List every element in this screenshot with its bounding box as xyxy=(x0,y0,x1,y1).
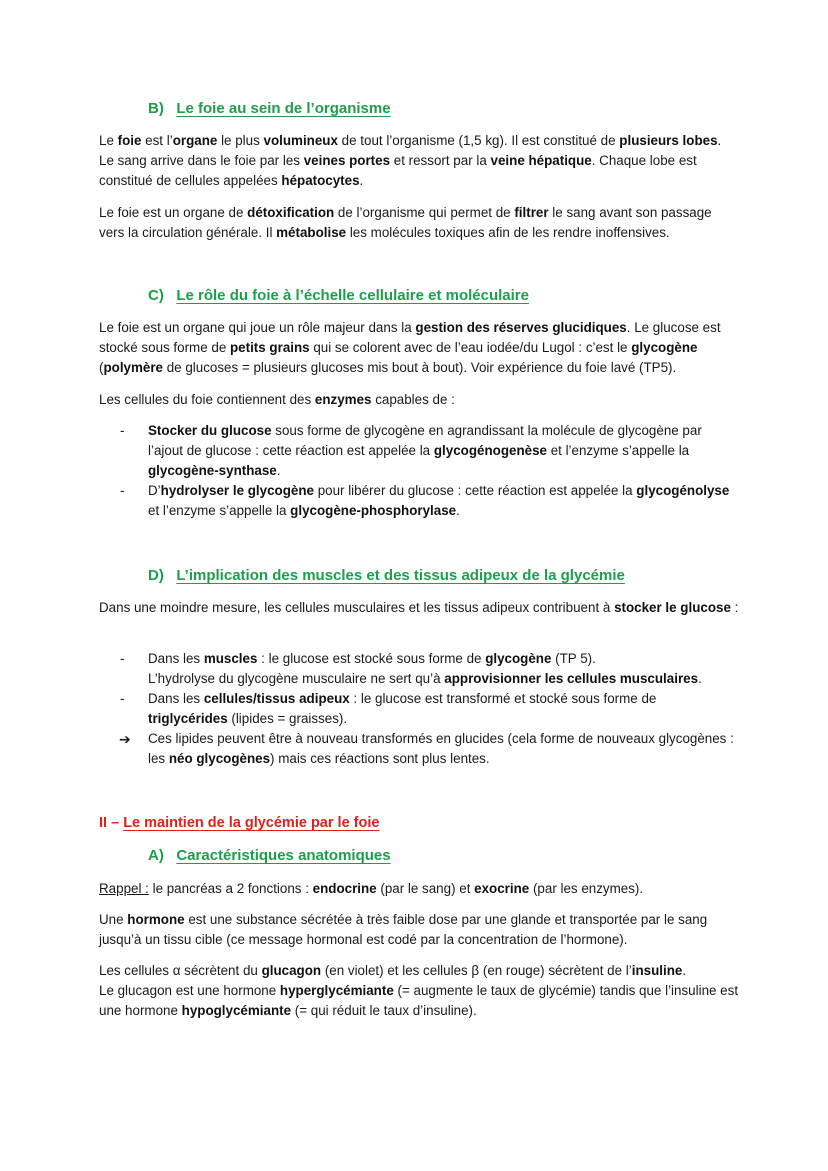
section-b-paragraph-2 xyxy=(99,203,739,243)
text-run: sous forme de glycogène en agrandissant la molécule de glycogène par l’ajout de glucose : cette réaction est appelée la xyxy=(148,423,702,458)
text-run: le sang avant son passage vers la circulation générale. Il xyxy=(99,205,712,240)
text-run: D’ xyxy=(148,483,161,498)
text-run: capables de : xyxy=(371,392,455,407)
list-item xyxy=(99,689,739,729)
list-item xyxy=(99,729,739,769)
bold-term: Stocker du glucose xyxy=(148,423,272,438)
text-run: est l’ xyxy=(141,133,173,148)
text-run: . xyxy=(682,963,687,978)
bold-term: veine hépatique xyxy=(490,153,592,168)
bold-term: glucagon xyxy=(261,963,322,978)
text-run: Le glucagon est une hormone xyxy=(99,983,280,998)
bold-term: veines portes xyxy=(303,153,391,168)
section-a-paragraph-1 xyxy=(99,879,739,899)
text-run: : le glucose est transformé et stocké sous forme de xyxy=(349,691,657,706)
section-d-heading xyxy=(148,566,625,586)
section-c-letter: C) xyxy=(148,287,164,304)
text-run: Ces lipides peuvent être à nouveau transformés en glucides (cela forme de nouveaux glycogènes : les xyxy=(148,731,734,766)
section-c-paragraph-2 xyxy=(99,390,739,410)
text-run: (lipides = graisses). xyxy=(227,711,348,726)
bold-term: exocrine xyxy=(474,881,530,896)
text-run: le plus xyxy=(217,133,264,148)
part-ii-prefix: II – xyxy=(99,815,124,831)
section-c-list xyxy=(99,421,739,521)
text-run: qui se colorent avec de l’eau iodée/du Lugol : c’est le xyxy=(309,340,632,355)
dash-bullet: - xyxy=(120,691,125,706)
bold-term: glycogène-synthase xyxy=(148,463,277,478)
section-d-title: L’implication des muscles et des tissus adipeux de la glycémie xyxy=(176,567,625,584)
bold-term: glycogénolyse xyxy=(636,483,730,498)
text-run: le pancréas a 2 fonctions : xyxy=(148,881,313,896)
text-run: . xyxy=(276,463,281,478)
text-run: (par le sang) et xyxy=(376,881,475,896)
bold-term: hépatocytes xyxy=(281,173,360,188)
text-run: pour libérer du glucose : cette réaction est appelée la xyxy=(313,483,637,498)
bold-term: stocker le glucose xyxy=(614,600,731,615)
arrow-bullet-icon: ➔ xyxy=(119,731,131,747)
bold-term: glycogénogenèse xyxy=(433,443,547,458)
bold-term: foie xyxy=(117,133,142,148)
text-run: (TP 5). xyxy=(551,651,596,666)
bold-term: muscles xyxy=(203,651,258,666)
bold-term: métabolise xyxy=(276,225,347,240)
text-run: Les cellules du foie contiennent des xyxy=(99,392,315,407)
section-c-paragraph-1 xyxy=(99,318,739,378)
text-run: est une substance sécrétée à très faible dose par une glande et transportée par le sang jusqu’à un tissu cible (ce message hormonal est codé par la concentration de l’hormone). xyxy=(99,912,708,947)
section-d-paragraph-1 xyxy=(99,598,739,618)
bold-term: polymère xyxy=(103,360,164,375)
text-run: . Chaque lobe est constitué de cellules appelées xyxy=(99,153,697,188)
dash-bullet: - xyxy=(120,483,125,498)
text-run: et l’enzyme s’appelle la xyxy=(148,503,291,518)
bold-term: glycogène xyxy=(485,651,552,666)
bold-term: hormone xyxy=(127,912,185,927)
text-run: . Le glucose est stocké sous forme de xyxy=(99,320,721,355)
text-run: : le glucose est stocké sous forme de xyxy=(257,651,486,666)
bold-term: hypoglycémiante xyxy=(181,1003,292,1018)
section-a-heading xyxy=(148,846,391,866)
section-c-heading xyxy=(148,286,529,306)
bold-term: détoxification xyxy=(247,205,335,220)
section-b-heading xyxy=(148,99,391,119)
bold-term: approvisionner les cellules musculaires xyxy=(444,671,699,686)
text-run: (= augmente le taux de glycémie) tandis que l’insuline est une hormone xyxy=(99,983,739,1018)
text-run: . Le sang arrive dans le foie par les xyxy=(99,133,722,168)
text-run: L’hydrolyse du glycogène musculaire ne sert qu’à xyxy=(148,671,445,686)
text-run: Le foie est un organe de xyxy=(99,205,248,220)
list-item xyxy=(99,421,739,481)
bold-term: gestion des réserves glucidiques xyxy=(415,320,627,335)
dash-bullet: - xyxy=(120,423,125,438)
bold-term: hyperglycémiante xyxy=(279,983,394,998)
text-run: : xyxy=(730,600,739,615)
text-run: de tout l’organisme (1,5 kg). Il est constitué de xyxy=(337,133,620,148)
section-d-letter: D) xyxy=(148,567,164,584)
section-a-title: Caractéristiques anatomiques xyxy=(176,847,391,864)
text-run: Les cellules α sécrètent du xyxy=(99,963,262,978)
section-a-paragraph-3 xyxy=(99,961,739,1021)
part-ii-heading xyxy=(99,813,379,833)
bold-term: endocrine xyxy=(312,881,377,896)
text-run: et ressort par la xyxy=(390,153,491,168)
bold-term: plusieurs lobes xyxy=(619,133,718,148)
text-run: (en violet) et les cellules β (en rouge) sécrètent de l’ xyxy=(321,963,632,978)
text-run: Dans une moindre mesure, les cellules musculaires et les tissus adipeux contribuent à xyxy=(99,600,615,615)
bold-term: glycogène xyxy=(631,340,698,355)
bold-term: néo glycogènes xyxy=(168,751,271,766)
section-b-letter: B) xyxy=(148,100,164,117)
bold-term: insuline xyxy=(631,963,683,978)
text-run: . xyxy=(456,503,460,518)
text-run: ( xyxy=(99,360,104,375)
list-item xyxy=(99,649,739,689)
text-run: les molécules toxiques afin de les rendre inoffensives. xyxy=(346,225,670,240)
bold-term: organe xyxy=(172,133,218,148)
text-run: Une xyxy=(99,912,128,927)
text-run: de glucoses = plusieurs glucoses mis bout à bout). Voir expérience du foie lavé (TP5). xyxy=(163,360,677,375)
underlined-label: Rappel : xyxy=(99,881,149,896)
text-run: . xyxy=(359,173,364,188)
bold-term: enzymes xyxy=(314,392,372,407)
bold-term: hydrolyser le glycogène xyxy=(160,483,314,498)
section-a-letter: A) xyxy=(148,847,164,864)
text-run: Le xyxy=(99,133,118,148)
section-b-paragraph-1 xyxy=(99,131,739,191)
bold-term: triglycérides xyxy=(148,711,228,726)
section-b-title: Le foie au sein de l’organisme xyxy=(176,100,391,117)
text-run: ) mais ces réactions sont plus lentes. xyxy=(270,751,490,766)
part-ii-title: Le maintien de la glycémie par le foie xyxy=(123,815,380,831)
list-item xyxy=(99,481,739,521)
bold-term: cellules/tissus adipeux xyxy=(203,691,350,706)
bold-term: filtrer xyxy=(514,205,549,220)
text-run: (par les enzymes). xyxy=(529,881,644,896)
section-d-list xyxy=(99,649,739,769)
section-c-title: Le rôle du foie à l’échelle cellulaire et moléculaire xyxy=(176,287,529,304)
dash-bullet: - xyxy=(120,651,125,666)
text-run: Le foie est un organe qui joue un rôle majeur dans la xyxy=(99,320,416,335)
text-run: Dans les xyxy=(148,691,204,706)
text-run: de l’organisme qui permet de xyxy=(334,205,515,220)
text-run: (= qui réduit le taux d’insuline). xyxy=(291,1003,477,1018)
section-a-paragraph-2 xyxy=(99,910,739,950)
text-run: Dans les xyxy=(148,651,204,666)
text-run: . xyxy=(698,671,702,686)
bold-term: volumineux xyxy=(263,133,338,148)
bold-term: glycogène-phosphorylase xyxy=(290,503,457,518)
text-run: et l’enzyme s’appelle la xyxy=(546,443,690,458)
bold-term: petits grains xyxy=(230,340,310,355)
